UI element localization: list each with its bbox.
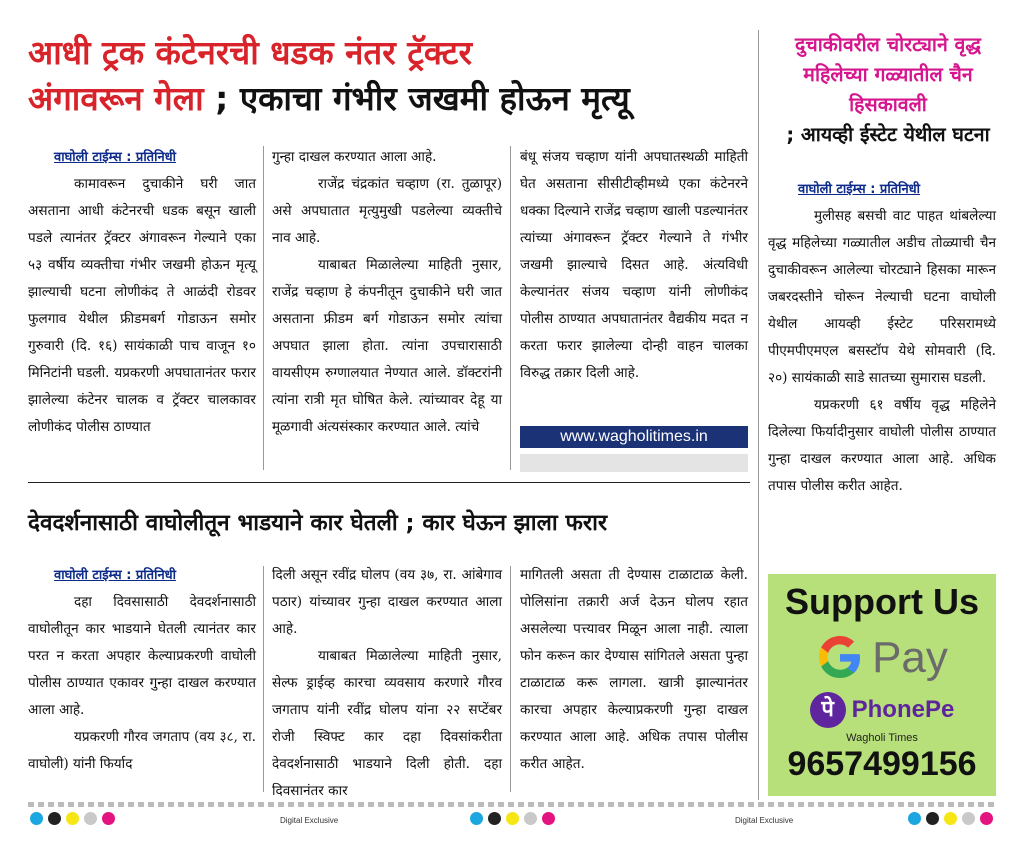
registration-dot <box>506 812 519 825</box>
phonepe-row[interactable] <box>768 690 996 730</box>
registration-dot <box>524 812 537 825</box>
registration-dot <box>926 812 939 825</box>
digital-exclusive-label: Digital Exclusive <box>735 816 794 825</box>
side-story-byline: वाघोली टाईम्स : प्रतिनिधी <box>798 182 921 197</box>
digital-exclusive-label: Digital Exclusive <box>280 816 339 825</box>
story1-col2-p2: राजेंद्र चंद्रकांत चव्हाण (रा. तुळापूर) असे अपघातात मृत्युमुखी पडलेल्या व्यक्तीचे नाव आहे. <box>272 176 502 246</box>
column-divider <box>263 566 264 792</box>
google-pay-label: Pay <box>872 633 948 682</box>
registration-marks-center <box>470 812 555 825</box>
story2-col2-p1: दिली असून रवींद्र घोलप (वय ३७, रा. आंबेगाव पठार) यांच्यावर गुन्हा दाखल करण्यात आला आहे. <box>272 567 502 637</box>
registration-dot <box>962 812 975 825</box>
story2-col1-p1: दहा दिवसासाठी देवदर्शनासाठी वाघोलीतून कार भाडयाने घेतली त्यानंतर कार परत न करता अपहार केल्याप्रकरणी वाघोली पोलीस ठाण्यात एकावर गुन्हा दाखल करण्यात आला आहे. <box>28 594 256 718</box>
brand-name: Wagholi Times <box>846 732 918 744</box>
story2-col1-p2: यप्रकरणी गौरव जगताप (वय ३८, रा. वाघोली) यांनी फिर्याद <box>28 729 256 772</box>
column-divider <box>758 30 759 800</box>
main-headline-line1: आधी ट्रक कंटेनरची धडक नंतर ट्रॅक्टर <box>28 33 472 72</box>
story2-column-1 <box>28 562 256 778</box>
grey-spacer-bar <box>520 454 748 472</box>
registration-dot <box>48 812 61 825</box>
story2-col2-p2: याबाबत मिळालेल्या माहिती नुसार, सेल्फ ड्राईव्ह कारचा व्यवसाय करणारे गौरव जगताप यांनी रवींद्र घोलप यांना २२ सप्टेंबर रोजी स्विफ्ट कार दहा दिवसांकरीता देवदर्शनासाठी भाडयाने दिली होती. दहा दिवसानंतर कार <box>272 648 502 799</box>
support-title: Support Us <box>785 581 979 622</box>
main-headline-line2 <box>28 76 748 122</box>
section-divider <box>28 482 750 483</box>
registration-marks-left <box>30 812 115 825</box>
side-story-p2: यप्रकरणी ६१ वर्षीय वृद्ध महिलेने दिलेल्या फिर्यादीनुसार वाघोली पोलीस ठाण्यात गुन्हा दाखल करण्यात आला आहे. अधिक तपास पोलीस करीत आहेत. <box>768 397 996 494</box>
main-headline <box>28 30 748 122</box>
side-headline <box>768 30 1008 150</box>
story1-col3-text: बंधू संजय चव्हाण यांनी अपघातस्थळी माहिती घेत असताना सीसीटीव्हीमध्ये एका कंटेनरने धक्का दिल्याने राजेंद्र चव्हाण खाली पडल्यानंतर त्यांच्या अंगावरून ट्रॅक्टर गेल्याने ते गंभीर जखमी झाल्याचे दिसत आहे. अंत्यविधी केल्यानंतर संजय चव्हाण यांनी लोणीकंद पोलीस ठाण्यात अपघातानंतर वैद्यकीय मदत न करता फरार झालेल्या दोन्ही वाहन चालका विरुद्ध तक्रार दिली आहे. <box>520 149 748 381</box>
registration-dot <box>102 812 115 825</box>
story1-col1-text: कामावरून दुचाकीने घरी जात असताना आधी कंटेनरची धडक बसून खाली पडले त्यानंतर ट्रॅक्टर अंगावरून गेल्याने एका ५३ वर्षीय व्यक्तीचा गंभीर जखमी होऊन मृत्यू झाल्याची घटना लोणीकंद ते आळंदी रोडवर फुलगाव येथील फ्रीडमबर्ग गोडाऊन समोर गुरुवारी (दि. १६) सायंकाळी पाच वाजून १० मिनिटांनी घडली. यप्रकरणी अपघातानंतर फरार झालेल्या कंटेनर चालक व ट्रॅक्टर चालकावर लोणीकंद पोलीस ठाण्यात <box>28 176 256 435</box>
registration-dot <box>542 812 555 825</box>
side-story-body <box>768 176 996 500</box>
google-pay-row[interactable] <box>768 630 996 686</box>
story1-column-2 <box>272 144 502 441</box>
story1-col2-p1: गुन्हा दाखल करण्यात आला आहे. <box>272 149 437 165</box>
phone-number[interactable]: 9657499156 <box>787 745 977 783</box>
column-divider <box>263 146 264 470</box>
side-headline-rest: ; आयव्ही ईस्टेट येथील घटना <box>786 123 990 146</box>
registration-dot <box>980 812 993 825</box>
google-g-icon <box>816 634 864 682</box>
registration-dot <box>488 812 501 825</box>
story2-byline: वाघोली टाईम्स : प्रतिनिधी <box>54 568 177 583</box>
story2-column-2 <box>272 562 502 805</box>
website-url-bar[interactable]: www.wagholitimes.in <box>520 426 748 448</box>
phonepe-label: PhonePe <box>851 696 955 723</box>
main-headline-line2-rest: ; एकाचा गंभीर जखमी होऊन मृत्यू <box>203 79 630 118</box>
registration-dot <box>944 812 957 825</box>
phonepe-icon: पे <box>810 692 846 728</box>
story1-column-1 <box>28 144 256 441</box>
story1-byline: वाघोली टाईम्स : प्रतिनिधी <box>54 150 177 165</box>
side-headline-magenta: दुचाकीवरील चोरट्याने वृद्ध महिलेच्या गळ्यातील चैन हिसकावली <box>795 33 981 116</box>
registration-dot <box>908 812 921 825</box>
story1-column-3 <box>520 144 748 387</box>
footer-dashed-line <box>28 802 996 807</box>
main-headline-line2-red: अंगावरून गेला <box>28 79 204 118</box>
registration-dot <box>30 812 43 825</box>
registration-marks-right <box>908 812 993 825</box>
story2-column-3 <box>520 562 748 778</box>
story1-col2-p3: याबाबत मिळालेल्या माहिती नुसार, राजेंद्र चव्हाण हे कंपनीतून दुचाकीने घरी जात असताना फ्रीडम बर्ग गोडाऊन समोर त्यांचा अपघात झाला होता. त्यांना उपचारासाठी वायसीएम रुग्णालयात नेण्यात आले. डॉक्टरांनी त्यांना रात्री मृत घोषित केले. त्यांच्यावर देहू या मूळगावी अंत्यसंस्कार करण्यात आले. त्यांचे <box>272 257 502 435</box>
registration-dot <box>66 812 79 825</box>
registration-dot <box>470 812 483 825</box>
story2-headline: देवदर्शनासाठी वाघोलीतून भाडयाने कार घेतली ; कार घेऊन झाला फरार <box>28 510 608 536</box>
column-divider <box>510 146 511 470</box>
registration-dot <box>84 812 97 825</box>
side-story-p1: मुलीसह बसची वाट पाहत थांबलेल्या वृद्ध महिलेच्या गळ्यातील अडीच तोळ्याची चैन दुचाकीवरून आलेल्या चोरट्याने हिसका मारून जबरदस्तीने चोरून नेल्याची घटना वाघोली येथील आयव्ही ईस्टेट परिसरामध्ये पीएमपीएमएल बसस्टॉप येथे सोमवारी (दि. २०) सायंकाळी साडे सातच्या सुमारास घडली. <box>768 208 996 386</box>
support-us-box[interactable] <box>768 574 996 796</box>
story2-col3-text: मागितली असता ती देण्यास टाळाटाळ केली. पोलिसांना तक्रारी अर्ज देऊन घोलप रहात असलेल्या पत्त्यावर मिळून आला नाही. त्याला फोन करून कार देण्यास सांगितले असता पुन्हा टाळाटाळ करू लागला. खात्री झाल्यानंतर कारचा अपहार केल्याप्रकरणी गुन्हा दाखल करण्यात आला आहे. अधिक तपास पोलीस करीत आहेत. <box>520 567 748 772</box>
column-divider <box>510 566 511 792</box>
